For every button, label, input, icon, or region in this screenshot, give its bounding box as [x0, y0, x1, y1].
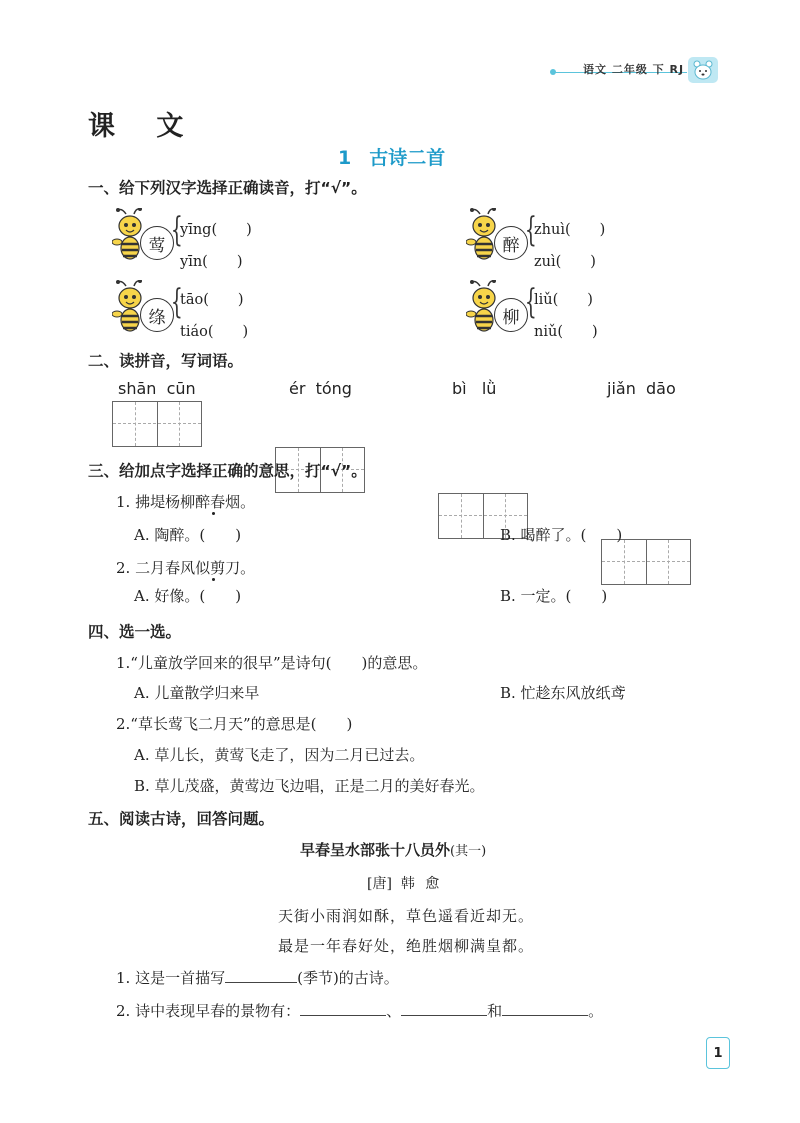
- question-3-title: 三、给加点字选择正确的意思，打“√”。: [88, 462, 367, 480]
- header-text: 语文 二年级 下 RJ: [583, 63, 685, 76]
- q4-sentence-1: 1.“儿童放学回来的很早”是诗句( )的意思。: [116, 654, 428, 672]
- q3-s2-option-b[interactable]: B. 一定。( ): [500, 587, 608, 605]
- q3-s1-option-b[interactable]: B. 喝醉了。( ): [500, 526, 623, 544]
- question-5-title: 五、阅读古诗，回答问题。: [88, 810, 275, 828]
- q4-s2-option-b[interactable]: B. 草儿茂盛，黄莺边飞边唱，正是二月的美好春光。: [134, 777, 485, 795]
- q3-s1-option-a[interactable]: A. 陶醉。( ): [134, 526, 242, 544]
- q5-q1-suffix: (季节)的古诗。: [297, 969, 399, 987]
- character-circle: 莺: [140, 226, 174, 260]
- brace: {: [524, 282, 537, 322]
- poem-dynasty: [唐]: [367, 876, 392, 892]
- option-a[interactable]: liǔ( ): [534, 292, 593, 308]
- answer-blank[interactable]: [225, 982, 297, 983]
- lesson-title: [338, 143, 445, 170]
- question-1-title: 一、给下列汉字选择正确读音，打“√”。: [88, 179, 367, 197]
- option-b[interactable]: zuì( ): [534, 254, 596, 270]
- question-2-title: 二、读拼音，写词语。: [88, 352, 244, 370]
- brace: {: [170, 282, 183, 322]
- pinyin-label: bì lǜ: [452, 379, 497, 398]
- q4-sentence-2: 2.“草长莺飞二月天”的意思是( ): [116, 715, 353, 733]
- q4-s1-option-b[interactable]: B. 忙趁东风放纸鸢: [500, 684, 626, 702]
- option-b[interactable]: niǔ( ): [534, 324, 598, 340]
- q3-sentence-2: 2. 二月春风似剪刀。: [116, 559, 256, 577]
- poem-author-line: [367, 873, 442, 893]
- brace: {: [524, 210, 537, 250]
- answer-blank[interactable]: [502, 1015, 588, 1016]
- answer-blank[interactable]: [300, 1015, 386, 1016]
- poem-author: 韩 愈: [400, 876, 443, 892]
- option-a[interactable]: yīng( ): [180, 222, 252, 238]
- emphasis-dot: [212, 512, 215, 515]
- pinyin-label: ér tóng: [289, 379, 352, 398]
- poem-line-2: 最是一年春好处，绝胜烟柳满皇都。: [278, 937, 535, 955]
- poem-title-line: [300, 839, 486, 860]
- brace: {: [170, 210, 183, 250]
- separator: 、: [386, 1002, 402, 1020]
- writing-grid[interactable]: [112, 401, 202, 447]
- emphasis-dot: [212, 578, 215, 581]
- page-number: 1: [706, 1037, 730, 1069]
- option-a[interactable]: tāo( ): [180, 292, 244, 308]
- lesson-number: 1: [338, 147, 352, 169]
- q3-s2-option-a[interactable]: A. 好像。( ): [134, 587, 242, 605]
- q5-q1-prefix: 1. 这是一首描写: [116, 969, 226, 987]
- separator: 和: [487, 1002, 503, 1020]
- option-b[interactable]: yīn( ): [180, 254, 243, 270]
- sentence-end: 。: [588, 1002, 604, 1020]
- character-circle: 柳: [494, 298, 528, 332]
- q3-sentence-1: 1. 拂堤杨柳醉春烟。: [116, 493, 256, 511]
- character-circle: 绦: [140, 298, 174, 332]
- q4-s2-option-a[interactable]: A. 草儿长，黄莺飞走了，因为二月已过去。: [134, 746, 425, 764]
- q5-question-1: [116, 967, 399, 988]
- writing-grid[interactable]: [601, 539, 691, 585]
- character-circle: 醉: [494, 226, 528, 260]
- poem-subtitle: (其一): [450, 844, 487, 859]
- lesson-name: 古诗二首: [369, 147, 446, 169]
- q5-q2-prefix: 2. 诗中表现早春的景物有：: [116, 1002, 301, 1020]
- pinyin-label: shān cūn: [118, 379, 196, 398]
- poem-title: 早春呈水部张十八员外: [300, 841, 451, 859]
- bear-mascot-icon: [688, 57, 718, 83]
- option-a[interactable]: zhuì( ): [534, 222, 606, 238]
- question-4-title: 四、选一选。: [88, 623, 182, 641]
- q4-s1-option-a[interactable]: A. 儿童散学归来早: [134, 684, 260, 702]
- pinyin-label: jiǎn dāo: [607, 379, 676, 398]
- poem-line-1: 天街小雨润如酥，草色遥看近却无。: [278, 907, 535, 925]
- option-b[interactable]: tiáo( ): [180, 324, 249, 340]
- answer-blank[interactable]: [401, 1015, 487, 1016]
- q5-question-2: [116, 1000, 603, 1021]
- section-title: 课 文: [88, 111, 200, 142]
